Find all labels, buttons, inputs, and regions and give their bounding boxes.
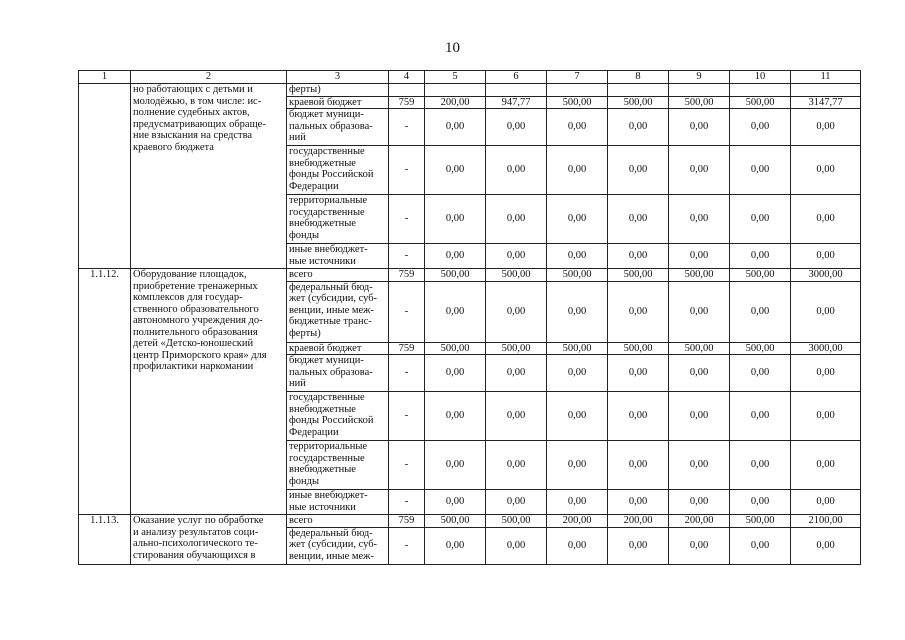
year-value: 200,00 xyxy=(669,515,730,528)
year-value: 500,00 xyxy=(486,515,547,528)
year-value: 500,00 xyxy=(730,269,791,282)
total-value: 0,00 xyxy=(791,244,861,269)
column-header: 6 xyxy=(486,71,547,84)
budget-code: - xyxy=(389,146,425,195)
year-value: 0,00 xyxy=(547,355,608,392)
year-value xyxy=(547,84,608,97)
year-value: 0,00 xyxy=(547,281,608,342)
column-header: 4 xyxy=(389,71,425,84)
item-description: Оказание услуг по обработке и анализу результатов соци- ально-психологического те- стирования обучающихся в xyxy=(131,515,287,565)
budget-code: 759 xyxy=(389,342,425,355)
total-value: 3000,00 xyxy=(791,269,861,282)
table-row xyxy=(79,84,861,97)
year-value: 500,00 xyxy=(669,269,730,282)
year-value: 500,00 xyxy=(669,96,730,109)
year-value: 0,00 xyxy=(547,195,608,244)
funding-source: бюджет муници- пальных образова- ний xyxy=(287,355,389,392)
year-value: 0,00 xyxy=(425,527,486,564)
total-value: 0,00 xyxy=(791,146,861,195)
year-value: 0,00 xyxy=(730,392,791,441)
year-value: 200,00 xyxy=(608,515,669,528)
column-header: 5 xyxy=(425,71,486,84)
year-value: 0,00 xyxy=(486,281,547,342)
item-description: но работающих с детьми и молодёжью, в том числе: ис- полнение судебных актов, предусматривающих обраще- ние взыскания на средства краевого бюджета xyxy=(131,84,287,269)
total-value: 0,00 xyxy=(791,490,861,515)
year-value: 947,77 xyxy=(486,96,547,109)
budget-code: 759 xyxy=(389,515,425,528)
year-value: 0,00 xyxy=(486,392,547,441)
budget-table xyxy=(78,70,861,565)
year-value xyxy=(669,84,730,97)
budget-code: - xyxy=(389,109,425,146)
year-value: 0,00 xyxy=(547,527,608,564)
table-row xyxy=(79,515,861,528)
year-value: 500,00 xyxy=(608,96,669,109)
year-value: 0,00 xyxy=(547,392,608,441)
year-value: 0,00 xyxy=(425,244,486,269)
year-value xyxy=(608,84,669,97)
year-value: 0,00 xyxy=(486,109,547,146)
funding-source: всего xyxy=(287,269,389,282)
year-value xyxy=(425,84,486,97)
budget-code: 759 xyxy=(389,269,425,282)
budget-code xyxy=(389,84,425,97)
total-value: 0,00 xyxy=(791,441,861,490)
budget-code: - xyxy=(389,527,425,564)
year-value: 0,00 xyxy=(669,441,730,490)
year-value: 500,00 xyxy=(486,269,547,282)
year-value: 0,00 xyxy=(608,195,669,244)
year-value: 0,00 xyxy=(425,441,486,490)
funding-source: иные внебюджет- ные источники xyxy=(287,244,389,269)
year-value xyxy=(730,84,791,97)
year-value: 0,00 xyxy=(730,441,791,490)
year-value: 0,00 xyxy=(608,281,669,342)
year-value: 0,00 xyxy=(608,146,669,195)
year-value: 0,00 xyxy=(425,109,486,146)
year-value: 0,00 xyxy=(547,244,608,269)
column-header: 2 xyxy=(131,71,287,84)
total-value: 3147,77 xyxy=(791,96,861,109)
budget-code: - xyxy=(389,195,425,244)
year-value: 0,00 xyxy=(669,490,730,515)
total-value: 0,00 xyxy=(791,195,861,244)
year-value: 500,00 xyxy=(425,269,486,282)
funding-source: всего xyxy=(287,515,389,528)
funding-source: территориальные государственные внебюджетные фонды xyxy=(287,195,389,244)
column-header: 8 xyxy=(608,71,669,84)
year-value: 0,00 xyxy=(608,109,669,146)
year-value: 0,00 xyxy=(547,146,608,195)
year-value: 500,00 xyxy=(547,342,608,355)
year-value: 0,00 xyxy=(486,244,547,269)
year-value: 0,00 xyxy=(669,195,730,244)
year-value: 0,00 xyxy=(547,109,608,146)
funding-source: федеральный бюд- жет (субсидии, суб- венции, иные меж- xyxy=(287,527,389,564)
year-value: 0,00 xyxy=(486,146,547,195)
year-value: 0,00 xyxy=(730,195,791,244)
item-number: 1.1.13. xyxy=(79,515,131,565)
total-value xyxy=(791,84,861,97)
year-value: 0,00 xyxy=(486,527,547,564)
year-value: 0,00 xyxy=(425,195,486,244)
year-value: 0,00 xyxy=(608,441,669,490)
year-value: 0,00 xyxy=(730,146,791,195)
year-value: 0,00 xyxy=(486,441,547,490)
year-value: 0,00 xyxy=(669,527,730,564)
column-header: 11 xyxy=(791,71,861,84)
funding-source: государственные внебюджетные фонды Российской Федерации xyxy=(287,392,389,441)
year-value: 200,00 xyxy=(425,96,486,109)
year-value xyxy=(486,84,547,97)
total-value: 0,00 xyxy=(791,281,861,342)
column-header: 7 xyxy=(547,71,608,84)
funding-source: краевой бюджет xyxy=(287,342,389,355)
item-number xyxy=(79,84,131,269)
year-value: 500,00 xyxy=(669,342,730,355)
total-value: 0,00 xyxy=(791,527,861,564)
year-value: 0,00 xyxy=(730,527,791,564)
year-value: 500,00 xyxy=(547,96,608,109)
year-value: 500,00 xyxy=(547,269,608,282)
year-value: 0,00 xyxy=(425,392,486,441)
item-number: 1.1.12. xyxy=(79,269,131,515)
column-header: 1 xyxy=(79,71,131,84)
year-value: 0,00 xyxy=(730,244,791,269)
funding-source: бюджет муници- пальных образова- ний xyxy=(287,109,389,146)
year-value: 0,00 xyxy=(669,109,730,146)
year-value: 0,00 xyxy=(486,490,547,515)
funding-source: иные внебюджет- ные источники xyxy=(287,490,389,515)
year-value: 0,00 xyxy=(669,392,730,441)
year-value: 0,00 xyxy=(608,527,669,564)
year-value: 500,00 xyxy=(425,515,486,528)
year-value: 0,00 xyxy=(547,441,608,490)
total-value: 0,00 xyxy=(791,392,861,441)
year-value: 500,00 xyxy=(608,342,669,355)
total-value: 3000,00 xyxy=(791,342,861,355)
year-value: 0,00 xyxy=(608,392,669,441)
year-value: 0,00 xyxy=(730,355,791,392)
year-value: 0,00 xyxy=(425,490,486,515)
item-description: Оборудование площадок, приобретение тренажерных комплексов для государ- ственного образовательного автономного учреждения до- полнительного образования детей «Детско-юношеский центр Приморского края» для профилактики наркомании xyxy=(131,269,287,515)
year-value: 0,00 xyxy=(608,490,669,515)
year-value: 500,00 xyxy=(486,342,547,355)
budget-code: - xyxy=(389,392,425,441)
funding-source: территориальные государственные внебюджетные фонды xyxy=(287,441,389,490)
year-value: 0,00 xyxy=(547,490,608,515)
year-value: 0,00 xyxy=(425,146,486,195)
total-value: 0,00 xyxy=(791,109,861,146)
year-value: 0,00 xyxy=(669,146,730,195)
column-header: 10 xyxy=(730,71,791,84)
year-value: 0,00 xyxy=(486,355,547,392)
year-value: 0,00 xyxy=(425,281,486,342)
year-value: 0,00 xyxy=(425,355,486,392)
year-value: 500,00 xyxy=(730,342,791,355)
budget-code: - xyxy=(389,441,425,490)
page-number: 10 xyxy=(445,40,460,56)
year-value: 500,00 xyxy=(730,96,791,109)
year-value: 0,00 xyxy=(730,109,791,146)
total-value: 0,00 xyxy=(791,355,861,392)
year-value: 0,00 xyxy=(730,490,791,515)
year-value: 0,00 xyxy=(608,355,669,392)
column-header: 9 xyxy=(669,71,730,84)
budget-code: - xyxy=(389,281,425,342)
year-value: 500,00 xyxy=(730,515,791,528)
year-value: 0,00 xyxy=(669,355,730,392)
year-value: 0,00 xyxy=(730,281,791,342)
year-value: 0,00 xyxy=(608,244,669,269)
budget-code: - xyxy=(389,355,425,392)
year-value: 500,00 xyxy=(608,269,669,282)
total-value: 2100,00 xyxy=(791,515,861,528)
funding-source: федеральный бюд- жет (субсидии, суб- венции, иные меж- бюджетные транс- ферты) xyxy=(287,281,389,342)
year-value: 0,00 xyxy=(669,281,730,342)
budget-code: - xyxy=(389,244,425,269)
budget-code: 759 xyxy=(389,96,425,109)
budget-code: - xyxy=(389,490,425,515)
year-value: 0,00 xyxy=(669,244,730,269)
column-header: 3 xyxy=(287,71,389,84)
year-value: 0,00 xyxy=(486,195,547,244)
funding-source: государственные внебюджетные фонды Российской Федерации xyxy=(287,146,389,195)
year-value: 200,00 xyxy=(547,515,608,528)
year-value: 500,00 xyxy=(425,342,486,355)
table-row xyxy=(79,269,861,282)
funding-source: ферты) xyxy=(287,84,389,97)
column-numbers-row xyxy=(79,71,861,84)
funding-source: краевой бюджет xyxy=(287,96,389,109)
